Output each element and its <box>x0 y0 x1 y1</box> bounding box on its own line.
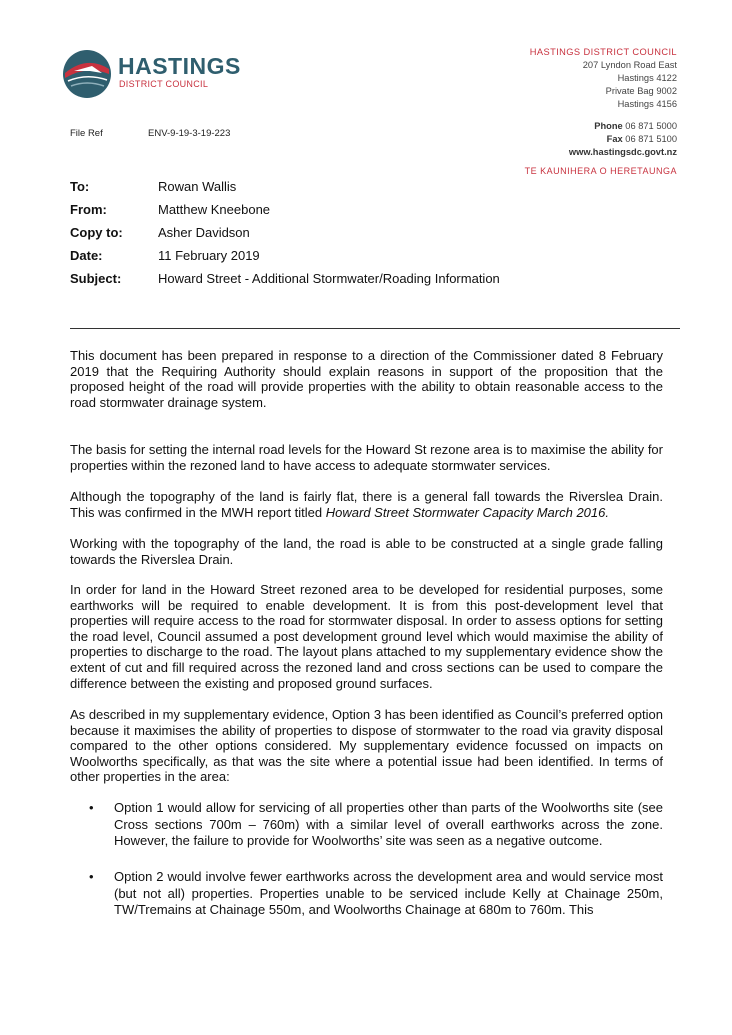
council-name: HASTINGS DISTRICT COUNCIL <box>529 47 677 57</box>
website-link[interactable]: www.hastingsdc.govt.nz <box>568 147 677 157</box>
to-label: To: <box>70 179 90 194</box>
council-maori-name: TE KAUNIHERA O HERETAUNGA <box>524 166 677 176</box>
logo-subtitle: DISTRICT COUNCIL <box>119 79 209 89</box>
to-value: Rowan Wallis <box>158 179 237 194</box>
council-contact-block <box>569 120 677 159</box>
address-line: Hastings 4156 <box>617 99 677 109</box>
bullet-icon: • <box>89 869 94 884</box>
bullet-item-1: Option 1 would allow for servicing of all properties other than parts of the Woolworths site (see Cross sections 700m – 760m) with a similar level of overall earthworks across the zone. However, the failure to provide for Woolworths’ site was seen as a negative outcome. <box>114 800 663 849</box>
memo-date <box>70 248 260 263</box>
memo-subject <box>70 271 500 286</box>
copy-value: Asher Davidson <box>158 225 250 240</box>
paragraph-5: In order for land in the Howard Street rezoned area to be developed for residential purposes, some earthworks will be required to enable development. It is from this post-development level that properties will require access to the road for stormwater disposal. In order to assess options for setting the road level, Council assumed a post development ground level which would maximise the ability of properties to discharge to the road. The layout plans attached to my supplementary evidence show the extent of cut and fill required across the rezoned land and cross sections can be used to compare the difference between the existing and proposed ground surfaces. <box>70 582 663 691</box>
file-ref <box>70 128 231 139</box>
memo-copy <box>70 225 250 240</box>
report-title: Howard Street Stormwater Capacity March 2016. <box>325 504 609 520</box>
paragraph-1: This document has been prepared in response to a direction of the Commissioner dated 8 February 2019 that the Requiring Authority should explain reasons in support of the proposition that the proposed height of the road will provide properties with the ability to obtain reasonable access to the road stormwater drainage system. <box>70 348 663 410</box>
phone-number: 06 871 5000 <box>625 121 677 131</box>
subject-value: Howard Street - Additional Stormwater/Roading Information <box>158 271 500 286</box>
address-line: Private Bag 9002 <box>605 86 677 96</box>
council-address-block <box>530 46 677 111</box>
from-value: Matthew Kneebone <box>158 202 271 217</box>
address-line: Hastings 4122 <box>617 73 677 83</box>
from-label: From: <box>70 202 107 217</box>
date-label: Date: <box>70 248 103 263</box>
file-ref-label: File Ref <box>70 128 103 139</box>
paragraph-6: As described in my supplementary evidence, Option 3 has been identified as Council’s preferred option because it maximises the ability of properties to dispose of stormwater to the road via gravity disposal compared to the other options considered. My supplementary evidence focussed on impacts on Woolworths specifically, as that was the site where a potential issue had been identified. In terms of other properties in the area: <box>70 707 663 785</box>
subject-label: Subject: <box>70 271 122 286</box>
fax-number: 06 871 5100 <box>625 134 677 144</box>
fax-label: Fax <box>606 134 623 144</box>
bullet-icon: • <box>89 800 94 815</box>
paragraph-2: The basis for setting the internal road levels for the Howard St rezone area is to maximise the ability for properties within the rezoned land to have access to adequate stormwater services. <box>70 442 663 473</box>
address-line: 207 Lyndon Road East <box>582 60 677 70</box>
date-value: 11 February 2019 <box>158 248 260 263</box>
bullet-item-2: Option 2 would involve fewer earthworks across the development area and would service most (but not all) properties. Properties unable to be serviced include Kelly at Chainage 250m, TW/Tremains at Chainage 550m, and Woolworths Chainage at 680m to 760m. This <box>114 869 663 918</box>
memo-from <box>70 202 270 217</box>
header-divider <box>70 328 680 329</box>
phone-label: Phone <box>594 121 623 131</box>
memo-to <box>70 179 236 194</box>
file-ref-value: ENV-9-19-3-19-223 <box>148 128 231 139</box>
copy-label: Copy to: <box>70 225 123 240</box>
paragraph-3 <box>70 489 663 520</box>
paragraph-3-text: Although the topography of the land is fairly flat, there is a general fall towards the Riverslea Drain. This was confirmed in the MWH report titled <box>70 489 663 520</box>
logo-name: HASTINGS <box>118 53 241 79</box>
paragraph-4: Working with the topography of the land, the road is able to be constructed at a single grade falling towards the Riverslea Drain. <box>70 536 663 567</box>
